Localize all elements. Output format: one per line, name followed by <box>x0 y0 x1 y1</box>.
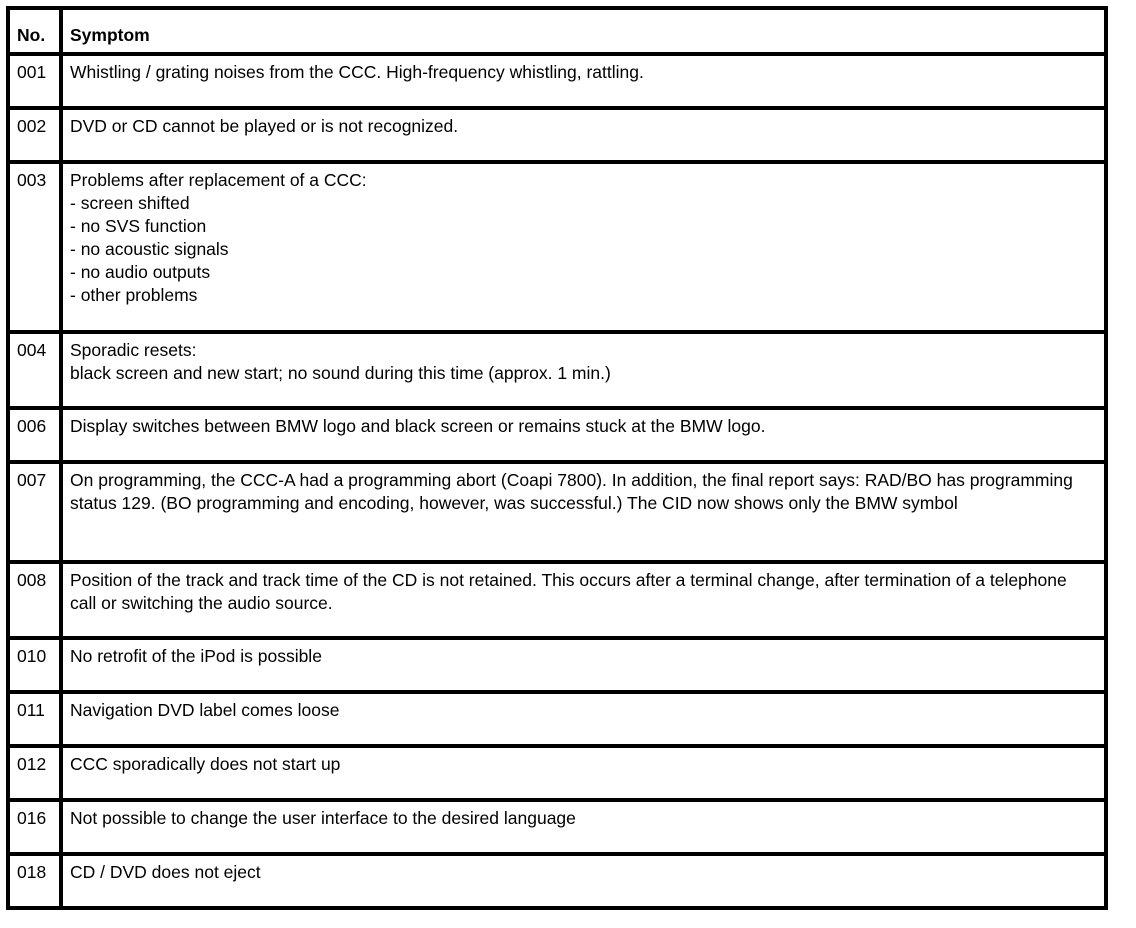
row-number: 018 <box>8 854 61 908</box>
symptom-line: - screen shifted <box>70 193 190 213</box>
table-row <box>8 854 1106 908</box>
table-row <box>8 692 1106 746</box>
symptom-description <box>61 562 1106 638</box>
table-row <box>8 54 1106 108</box>
symptom-description <box>61 162 1106 332</box>
table-row <box>8 162 1106 332</box>
symptom-line: - no SVS function <box>70 216 207 236</box>
symptom-line: Sporadic resets: <box>70 340 197 360</box>
row-number: 006 <box>8 408 61 462</box>
symptom-line: - no audio outputs <box>70 262 211 282</box>
row-number: 002 <box>8 108 61 162</box>
symptom-description <box>61 408 1106 462</box>
symptom-line: No retrofit of the iPod is possible <box>70 646 322 666</box>
symptom-line: On programming, the CCC-A had a programming abort (Coapi 7800). In addition, the final report says: RAD/BO has programming status 129. (BO programming and encoding, however, was successful.) The CID now shows only the BMW symbol <box>70 470 1073 513</box>
symptom-description <box>61 332 1106 408</box>
table-row <box>8 638 1106 692</box>
symptom-line: Position of the track and track time of the CD is not retained. This occurs after a terminal change, after termination of a telephone call or switching the audio source. <box>70 570 1067 613</box>
row-number: 010 <box>8 638 61 692</box>
table-row <box>8 746 1106 800</box>
symptom-line: Whistling / grating noises from the CCC. High-frequency whistling, rattling. <box>70 62 644 82</box>
symptom-description <box>61 638 1106 692</box>
symptom-line: black screen and new start; no sound during this time (approx. 1 min.) <box>70 363 611 383</box>
symptom-line: Problems after replacement of a CCC: <box>70 170 367 190</box>
row-number: 008 <box>8 562 61 638</box>
table-row <box>8 800 1106 854</box>
column-header-no: No. <box>8 8 61 54</box>
symptom-line: Display switches between BMW logo and black screen or remains stuck at the BMW logo. <box>70 416 766 436</box>
symptom-description <box>61 108 1106 162</box>
row-number: 001 <box>8 54 61 108</box>
table-row <box>8 562 1106 638</box>
table-body <box>8 54 1106 908</box>
symptom-line: - no acoustic signals <box>70 239 229 259</box>
row-number: 003 <box>8 162 61 332</box>
symptom-line: CCC sporadically does not start up <box>70 754 341 774</box>
table-row <box>8 462 1106 562</box>
symptom-description <box>61 746 1106 800</box>
symptom-description <box>61 692 1106 746</box>
table-row <box>8 408 1106 462</box>
row-number: 004 <box>8 332 61 408</box>
symptom-line: - other problems <box>70 285 198 305</box>
symptom-line: Navigation DVD label comes loose <box>70 700 340 720</box>
symptom-description <box>61 462 1106 562</box>
row-number: 011 <box>8 692 61 746</box>
symptom-line: Not possible to change the user interface to the desired language <box>70 808 576 828</box>
row-number: 016 <box>8 800 61 854</box>
table-row <box>8 108 1106 162</box>
symptom-line: DVD or CD cannot be played or is not recognized. <box>70 116 459 136</box>
row-number: 012 <box>8 746 61 800</box>
symptom-description <box>61 800 1106 854</box>
symptom-description <box>61 54 1106 108</box>
column-header-symptom: Symptom <box>61 8 1106 54</box>
symptom-line: CD / DVD does not eject <box>70 862 261 882</box>
table-row <box>8 332 1106 408</box>
header-row <box>8 8 1106 54</box>
row-number: 007 <box>8 462 61 562</box>
symptom-description <box>61 854 1106 908</box>
symptom-table <box>6 6 1108 910</box>
